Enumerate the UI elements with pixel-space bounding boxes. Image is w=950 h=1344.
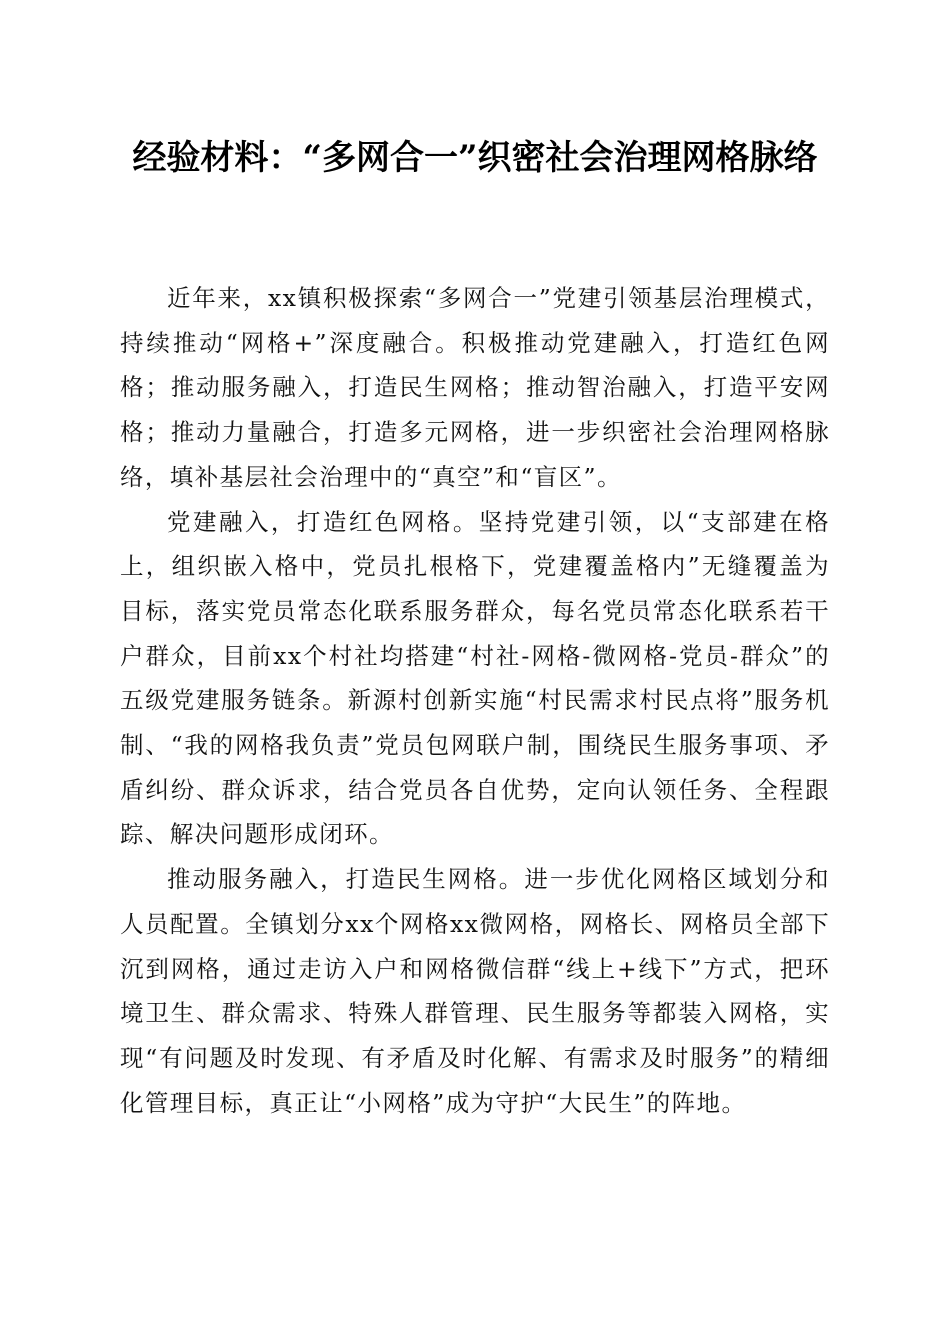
document-body [120, 276, 830, 1125]
paragraph-red-grid: 党建融入，打造红色网格。坚持党建引领，以“支部建在格上，组织嵌入格中，党员扎根格下，党建覆盖格内”无缝覆盖为目标，落实党员常态化联系服务群众，每名党员常态化联系若干户群众，目前xx个村社均搭建“村社-网格-微网格-党员-群众”的五级党建服务链条。新源村创新实施“村民需求村民点将”服务机制、“我的网格我负责”党员包网联户制，围绕民生服务事项、矛盾纠纷、群众诉求，结合党员各自优势，定向认领任务、全程跟踪、解决问题形成闭环。 [120, 507, 830, 849]
document-title: 经验材料：“多网合一”织密社会治理网格脉络 [132, 138, 818, 178]
paragraph-intro: 近年来，xx镇积极探索“多网合一”党建引领基层治理模式，持续推动“网格+”深度融合。积极推动党建融入，打造红色网格；推动服务融入，打造民生网格；推动智治融入，打造平安网格；推动力量融合，打造多元网格，进一步织密社会治理网格脉络，填补基层社会治理中的“真空”和“盲区”。 [120, 284, 830, 491]
paragraph-livelihood-grid: 推动服务融入，打造民生网格。进一步优化网格区域划分和人员配置。全镇划分xx个网格xx微网格，网格长、网格员全部下沉到网格，通过走访入户和网格微信群“线上+线下”方式，把环境卫生、群众需求、特殊人群管理、民生服务等都装入网格，实现“有问题及时发现、有矛盾及时化解、有需求及时服务”的精细化管理目标，真正让“小网格”成为守护“大民生”的阵地。 [120, 865, 830, 1117]
